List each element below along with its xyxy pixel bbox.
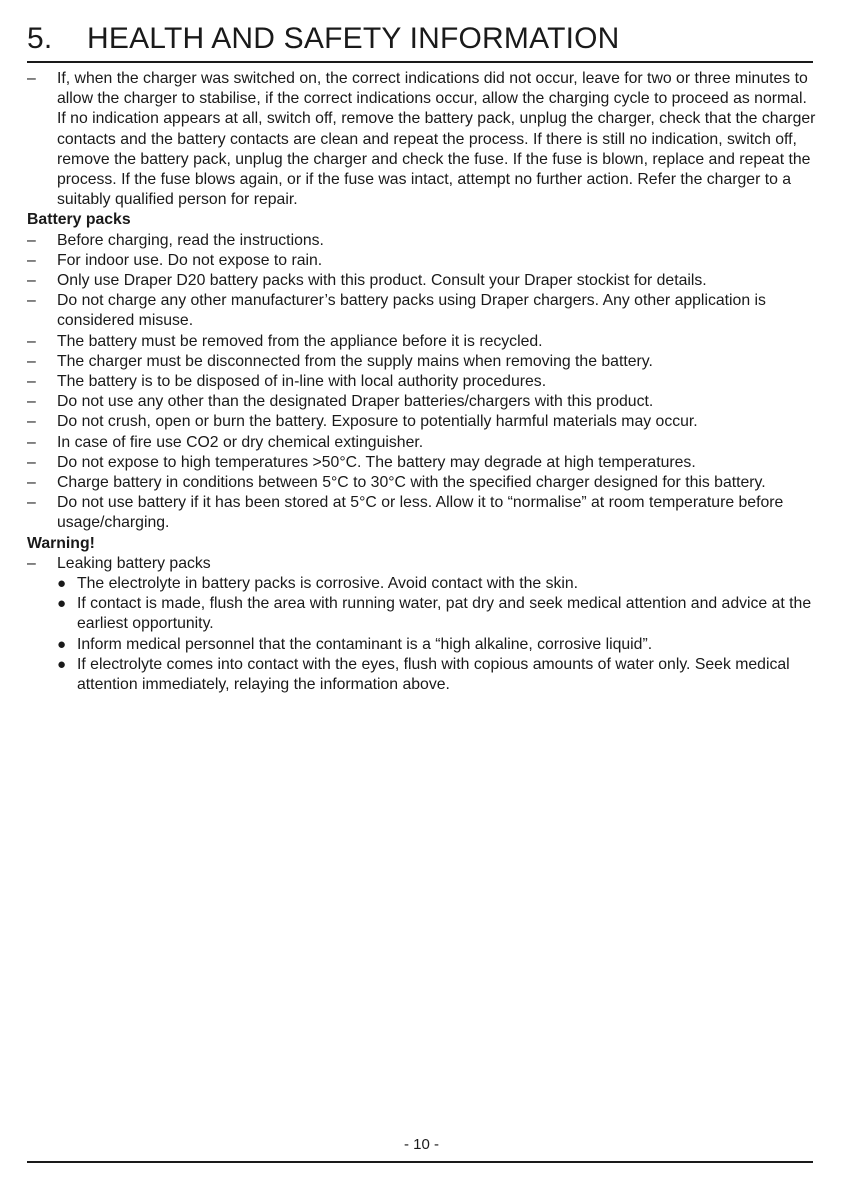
list-item <box>27 372 817 392</box>
dash-marker: – <box>27 292 36 310</box>
list-item-text: Before charging, read the instructions. <box>57 231 324 249</box>
top-divider <box>27 61 813 63</box>
list-item <box>27 352 817 372</box>
list-item-text: Leaking battery packs <box>57 554 211 572</box>
dash-marker: – <box>27 373 36 391</box>
bullet-icon: ● <box>57 655 67 673</box>
dash-marker: – <box>27 433 36 451</box>
bullet-text: The electrolyte in battery packs is corrosive. Avoid contact with the skin. <box>77 575 579 593</box>
bullet-item <box>27 574 817 594</box>
list-item <box>27 392 817 412</box>
dash-marker: – <box>27 413 36 431</box>
bullet-item <box>27 655 817 695</box>
dash-marker: – <box>27 554 36 572</box>
list-item <box>27 69 817 210</box>
list-item-text: If, when the charger was switched on, the correct indications did not occur, leave for two or three minutes to allow the charger to stabilise, if the correct indications occur, allow the charging cycle to proceed as normal. If no indication appears at all, switch off, remove the battery pack, unplug the charger, check that the charger contacts and the battery contacts are clean and repeat the process. If there is still no indication, switch off, remove the battery pack, unplug the charger and check the fuse. If the fuse is blown, replace and repeat the process. If the fuse blows again, or if the fuse was intact, attempt no further action. Refer the charger to a suitably qualified person for repair. <box>57 70 816 209</box>
subheading-battery-packs: Battery packs <box>27 211 131 229</box>
list-item <box>27 291 817 331</box>
dash-marker: – <box>27 494 36 512</box>
bullet-text: If contact is made, flush the area with running water, pat dry and seek medical attention and advice at the earliest opportunity. <box>77 595 812 633</box>
dash-marker: – <box>27 332 36 350</box>
list-item <box>27 493 817 533</box>
dash-marker: – <box>27 393 36 411</box>
list-item-text: Do not use battery if it has been stored at 5°C or less. Allow it to “normalise” at room temperature before usage/charging. <box>57 494 784 532</box>
list-item <box>27 332 817 352</box>
list-item-text: The charger must be disconnected from the supply mains when removing the battery. <box>57 352 653 370</box>
bottom-divider <box>27 1161 813 1163</box>
dash-marker: – <box>27 251 36 269</box>
document-body <box>27 69 817 695</box>
bullet-item <box>27 594 817 634</box>
list-item-text: Charge battery in conditions between 5°C to 30°C with the specified charger designed for this battery. <box>57 474 766 492</box>
page-number: - 10 - <box>403 1136 439 1153</box>
section-title: HEALTH AND SAFETY INFORMATION <box>87 22 620 55</box>
section-number: 5. <box>27 22 53 55</box>
list-item <box>27 412 817 432</box>
dash-marker: – <box>27 474 36 492</box>
bullet-icon: ● <box>57 575 67 593</box>
list-item-text: For indoor use. Do not expose to rain. <box>57 251 323 269</box>
bullet-text: Inform medical personnel that the contaminant is a “high alkaline, corrosive liquid”. <box>77 635 653 653</box>
dash-marker: – <box>27 352 36 370</box>
list-item <box>27 231 817 251</box>
list-item <box>27 473 817 493</box>
bullet-text: If electrolyte comes into contact with the eyes, flush with copious amounts of water only. Seek medical attention immediately, relaying the information above. <box>77 655 790 694</box>
list-item-text: Do not charge any other manufacturer’s battery packs using Draper chargers. Any other application is considered misuse. <box>57 292 766 330</box>
list-item-text: Only use Draper D20 battery packs with this product. Consult your Draper stockist for details. <box>57 272 707 290</box>
list-item <box>27 453 817 473</box>
dash-marker: – <box>27 231 36 249</box>
bullet-item <box>27 635 817 655</box>
list-item-text: Do not expose to high temperatures >50°C. The battery may degrade at high temperatures. <box>57 453 696 471</box>
list-item <box>27 554 817 574</box>
bullet-icon: ● <box>57 635 67 653</box>
bullet-icon: ● <box>57 595 67 613</box>
list-item-text: Do not use any other than the designated Draper batteries/chargers with this product. <box>57 393 654 411</box>
list-item <box>27 433 817 453</box>
list-item-text: The battery must be removed from the appliance before it is recycled. <box>57 332 543 350</box>
dash-marker: – <box>27 70 36 87</box>
section-heading <box>27 19 620 59</box>
list-item-text: In case of fire use CO2 or dry chemical extinguisher. <box>57 433 424 451</box>
subheading-warning: Warning! <box>27 534 95 552</box>
list-item <box>27 251 817 271</box>
list-item-text: Do not crush, open or burn the battery. Exposure to potentially harmful materials may occur. <box>57 413 698 431</box>
list-item-text: The battery is to be disposed of in-line with local authority procedures. <box>57 373 547 391</box>
dash-marker: – <box>27 272 36 290</box>
dash-marker: – <box>27 453 36 471</box>
list-item <box>27 271 817 291</box>
warning-bullet-list <box>27 574 817 695</box>
